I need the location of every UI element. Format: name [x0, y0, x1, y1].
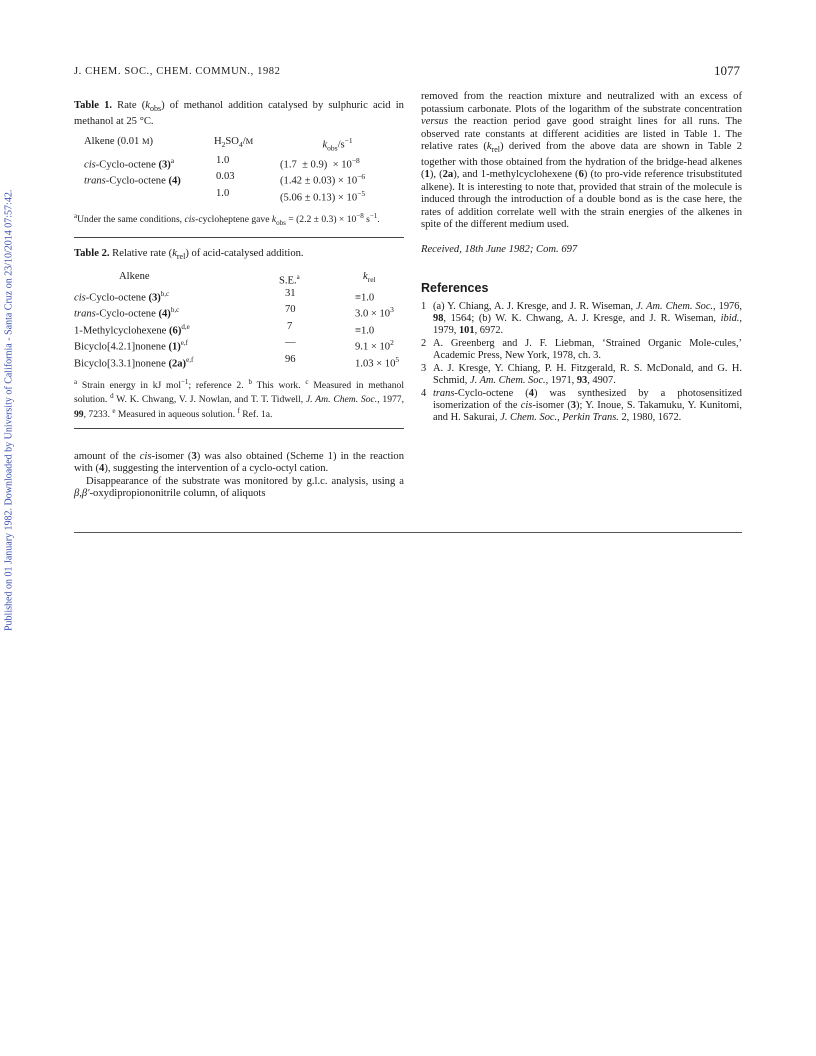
table1-row: trans-Cyclo-octene (4) 0.03 $(1.42 \pm 0.03) \times 10^{-6}$: [84, 171, 366, 187]
table2-row: Bicyclo[3.3.1]nonene $(2a)^{e,f}$ 96 $1.03 \times 10^5$: [74, 353, 400, 370]
table2-header: Alkene S.E.$^a$ $k_{rel}$: [119, 271, 376, 287]
divider: [74, 428, 404, 429]
reference-text: (a) Y. Chiang, A. J. Kresge, and J. R. Wiseman, J. Am. Chem. Soc., 1976, 98, 1564; (b) W. K. Chwang, A. J. Kresge, and J. R. Wiseman, ibid., 1979, 101, 6972.: [433, 300, 743, 336]
table2-footnotes: $^a$ Strain energy in kJ mol$^{-1}$; reference 2. $^b$ This work. $^c$ Measured in methanol solution. $^d$ W. K. Chwang, V. J. Nowlan, and T. T. Tidwell, J. Am. Chem. Soc., 1977, 99, 7233. $^e$ Measured in aqueous solution. $^f$ Ref. 1a.: [74, 378, 404, 420]
right-column: [421, 91, 742, 425]
table2-row: trans-Cyclo-octene $(4)^{b,c}$ 70 $3.0 \times 10^3$: [74, 304, 394, 320]
table2-row: Bicyclo[4.2.1]nonene $(1)^{e,f}$ — $9.1 \times 10^2$: [74, 337, 394, 353]
reference-item: [421, 301, 742, 337]
journal-header: J. CHEM. SOC., CHEM. COMMUN., 1982: [74, 66, 281, 77]
table2-row: 1-Methylcyclohexene $(6)^{d,e}$ 7 ≡1.0: [74, 320, 375, 337]
reference-number: 2: [421, 337, 427, 349]
table1-header: Alkene (0.01 M) $H_2SO_4/M$ $k_{obs}/s^{-1}$: [84, 136, 353, 153]
table1-footnote: $^a$Under the same conditions, cis-cycloheptene gave $k_{obs} = (2.2 \pm 0.3) \times 10^{-8}$ $s^{-1}$.: [74, 212, 380, 228]
reference-text: trans-Cyclo-octene (4) was synthesized by a photosensitized isomerization of the cis-isomer (3); Y. Inoue, S. Takamuku, Y. Kunitomi, and H. Sakurai, J. Chem. Soc., Perkin Trans. 2, 1980, 1672.: [433, 387, 742, 423]
received-line: Received, 18th June 1982; Com. 697: [421, 243, 578, 255]
reference-number: 3: [421, 362, 427, 374]
table1-row: cis-Cyclo-octene $(3)^a$ 1.0 $(1.7 \pm 0.9) \times 10^{-8}$: [84, 154, 360, 171]
table2-caption: Table 2. Relative rate $(k_{rel})$ of acid-catalysed addition.: [74, 248, 304, 262]
table1-row: 1.0 $(5.06 \pm 0.13) \times 10^{-5}$: [216, 187, 366, 204]
table1: [84, 135, 365, 204]
body-paragraph: amount of the cis-isomer (3) was also obtained (Scheme 1) in the reaction with (4), suggesting the intervention of a cyclo-octyl cation.: [74, 450, 404, 475]
references-heading: References: [421, 281, 489, 296]
divider: [74, 237, 404, 238]
reference-item: [421, 388, 742, 424]
download-watermark[interactable]: Published on 01 January 1982. Downloaded by University of California - Santa Cruz on 23/10/2014 07:57:42.: [3, 189, 15, 631]
reference-number: 4: [421, 387, 427, 399]
reference-number: 1: [421, 300, 427, 312]
body-paragraph: Disappearance of the substrate was monitored by g.l.c. analysis, using a β,β′-oxydipropiononitrile column, of aliquots: [74, 475, 404, 500]
reference-item: [421, 363, 742, 387]
table2-row: cis-Cyclo-octene $(3)^{b,c}$ 31 ≡1.0: [74, 287, 375, 304]
table2: [74, 271, 399, 370]
reference-list: [421, 301, 742, 424]
reference-text: A. Greenberg and J. F. Liebman, ‘Strained Organic Mole-cules,’ Academic Press, New York, 1978, ch. 3.: [433, 337, 742, 361]
page-number: 1077: [714, 63, 740, 78]
left-column: [74, 100, 404, 501]
table1-caption: Table 1. Rate $(k_{obs})$ of methanol addition catalysed by sulphuric acid in methanol at 25 °C.: [74, 100, 404, 127]
body-paragraph: removed from the reaction mixture and neutralized with an excess of potassium carbonate. Plots of the logarithm of the substrate concentration versus the reaction period gave good straight lines for all runs. The observed rate constants at different acidities are listed in Table 1. The relative rates $(k_{rel})$ derived from the above data are shown in Table 2 together with those obtained from the hydration of the bridge-head alkenes (1), (2a), and 1-methylcyclohexene (6) (to pro-vide reference trisubstituted alkene). It is interesting to note that, provided that strain of the molecule is induced through the introduction of a double bond as is the case here, the rates of addition correlate well with the strain energies of the alkenes in spite of the different medium used.: [421, 91, 742, 231]
reference-item: [421, 338, 742, 362]
page-divider: [74, 532, 742, 533]
reference-text: A. J. Kresge, Y. Chiang, P. H. Fitzgerald, R. S. McDonald, and G. H. Schmid, J. Am. Chem. Soc., 1971, 93, 4907.: [433, 362, 742, 386]
